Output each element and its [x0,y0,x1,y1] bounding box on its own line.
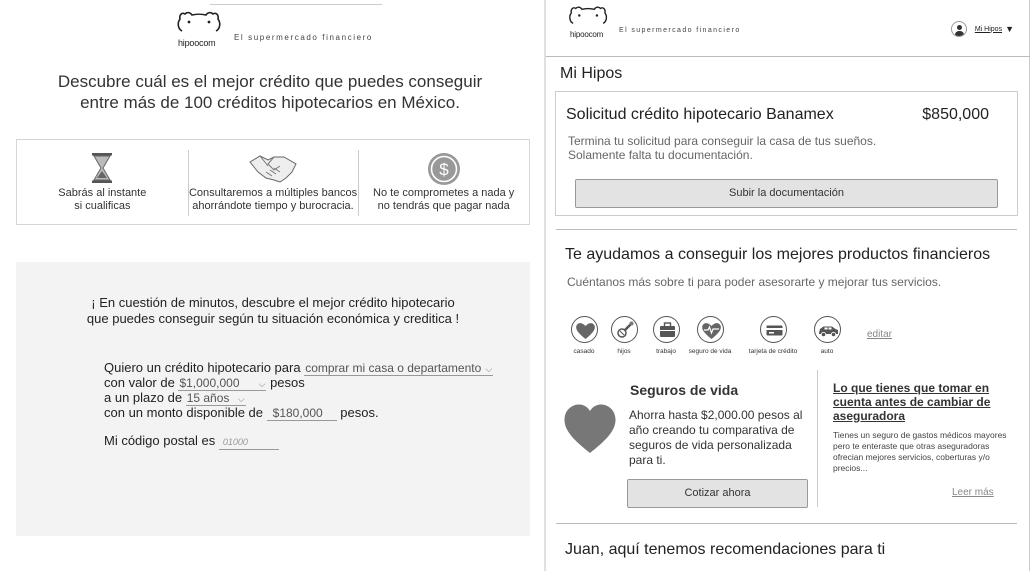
brand-tagline: El supermercado financiero [234,33,373,42]
insurance-title: Seguros de vida [630,382,739,398]
logo-rule [210,4,382,5]
heart-pulse-icon [697,316,724,343]
chip-tarjeta-de-credito[interactable] [748,316,798,355]
heart-icon [571,316,598,343]
svg-text:$: $ [438,160,449,179]
top-bar [546,0,1030,57]
read-more-link[interactable]: Leer más [952,487,994,498]
value-amount: $1,000,000 [179,376,240,390]
insurance-desc: Ahorra hasta $2,000.00 pesos al año creando tu comparativa de seguros de vida personalizada para ti. [629,408,803,467]
article-title-link[interactable]: Lo que tienes que tomar en cuenta antes de cambiar de aseguradora [833,381,991,423]
caret-down-icon: ▼ [1005,24,1014,34]
handshake-icon [248,152,298,190]
feature-instant [17,140,188,224]
chip-seguro-de-vida[interactable] [688,316,732,355]
products-subtitle: Cuéntanos más sobre ti para poder asesorarte y mejorar tus servicios. [567,275,942,289]
application-title: Solicitud crédito hipotecario Banamex [566,106,834,123]
section-divider [556,523,1017,524]
chevron-down-icon: ⌵ [237,394,245,404]
feature-text: Sabrás al instante [58,187,147,199]
term-value: 15 años [186,391,230,405]
credit-card-icon [760,316,787,343]
intro-line: ¡ En cuestión de minutos, descubre el mejor crédito hipotecario [91,295,455,310]
section-title: Mi Hipos [560,65,623,82]
hourglass-icon [90,152,114,188]
term-select[interactable] [186,391,246,406]
available-row [104,405,379,421]
chip-trabajo[interactable] [646,316,686,355]
purpose-label: Quiero un crédito hipotecario para [104,360,301,375]
hippo-logo-icon [174,9,226,48]
dollar-coin-icon [427,152,461,190]
value-label: con valor de [104,375,175,390]
postal-code-input[interactable]: 01000 [219,435,279,450]
brand-name: hipoocom [570,30,604,39]
hippo-logo-icon [566,4,612,39]
headline-line: entre más de 100 créditos hipotecarios en México. [80,93,460,112]
available-input[interactable]: $180,000 [267,406,337,421]
form-intro [16,295,530,327]
purpose-select[interactable] [304,361,493,376]
chip-hijos[interactable] [604,316,644,355]
feature-strip [16,139,530,225]
column-divider [817,370,818,507]
chevron-down-icon: ⌵ [258,379,266,389]
user-menu-label: Mi Hipos [974,25,1003,33]
chip-label: tarjeta de crédito [748,348,798,355]
heart-icon [563,404,617,459]
hero-headline [40,71,500,113]
car-icon [814,316,841,343]
brand-name: hipoocom [178,38,216,48]
term-row [104,390,246,406]
article-desc: Tienes un seguro de gastos médicos mayores pero te enteraste que otras aseguradoras ofrecian mejores servicios, coberturas y/o precios... [833,430,1007,473]
feature-text: Consultaremos a múltiples bancos [188,187,358,199]
chip-label: seguro de vida [688,348,732,355]
value-row [104,375,305,391]
chip-label: hijos [617,348,631,355]
user-avatar-icon [951,21,967,37]
credit-form [16,262,530,536]
dashboard-panel [546,0,1030,571]
headline-line: Descubre cuál es el mejor crédito que puedes conseguir [57,72,483,91]
brand-logo[interactable] [174,8,384,48]
chip-auto[interactable] [807,316,847,355]
brand-logo[interactable] [566,5,766,39]
value-select[interactable] [178,376,266,391]
purpose-value: comprar mi casa o departamento [305,361,482,375]
feature-no-commitment [358,140,529,224]
purpose-row [104,360,493,376]
chip-label: trabajo [656,348,676,355]
postal-label: Mi código postal es [104,433,216,448]
feature-banks [188,140,359,224]
recommendations-title: Juan, aquí tenemos recomendaciones para ti [565,541,886,558]
chip-casado[interactable] [564,316,604,355]
application-card [555,91,1018,216]
chip-label: casado [573,348,595,355]
available-label: con un monto disponible de [104,405,264,420]
edit-profile-link[interactable]: editar [867,329,893,340]
chip-label: auto [820,348,834,355]
feature-text: si cualificas [74,200,131,212]
postal-row [104,433,279,450]
quote-now-button[interactable]: Cotizar ahora [627,479,808,508]
available-suffix: pesos. [340,405,379,420]
feature-text: ahorrándote tiempo y burocracia. [192,200,354,212]
brand-tagline: El supermercado financiero [619,27,741,34]
pacifier-icon [611,316,638,343]
value-suffix: pesos [270,375,305,390]
feature-text: No te comprometes a nada y [373,187,515,199]
desc-line: Solamente falta tu documentación. [568,148,753,162]
application-amount: $850,000 [922,106,989,123]
briefcase-icon [653,316,680,343]
feature-text: no tendrás que pagar nada [377,200,510,212]
chevron-down-icon: ⌵ [485,364,493,374]
application-desc [568,134,876,162]
term-label: a un plazo de [104,390,183,405]
desc-line: Termina tu solicitud para conseguir la casa de tus sueños. [568,134,877,148]
products-title: Te ayudamos a conseguir los mejores productos financieros [565,246,991,263]
user-menu[interactable] [951,21,1014,37]
section-divider [556,229,1017,230]
upload-documents-button[interactable]: Subir la documentación [575,179,998,208]
intro-line: que puedes conseguir según tu situación económica y creditica ! [86,311,460,326]
